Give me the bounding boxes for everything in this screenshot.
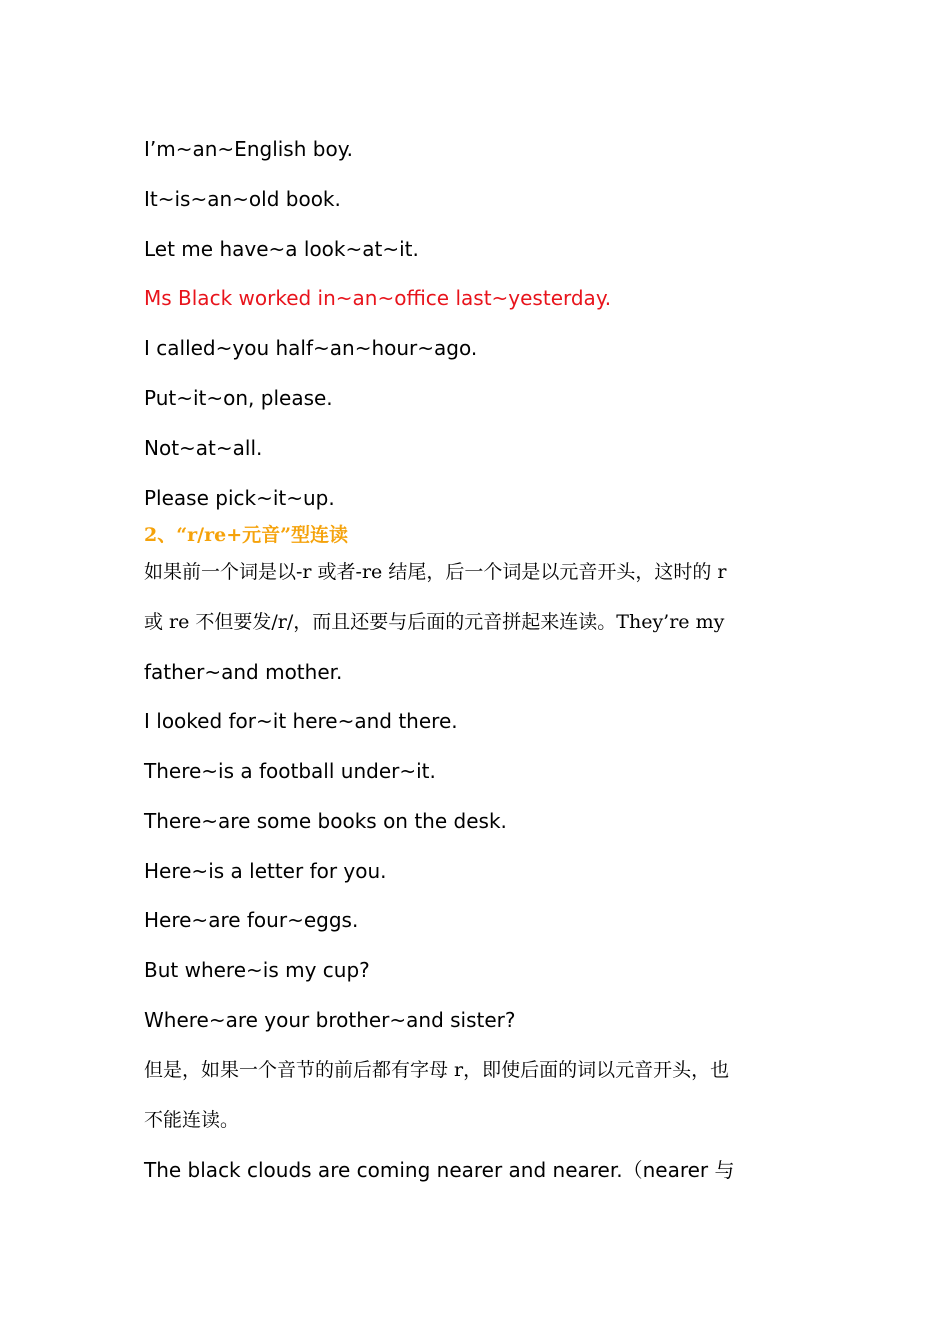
example-sentence: Here~are four~eggs. [144,908,359,932]
example-sentence: Not~at~all. [144,436,263,460]
example-sentence: I looked for~it here~and there. [144,709,458,733]
note-paragraph-line: 不能连读。 [144,1109,240,1131]
example-sentence: Here~is a letter for you. [144,859,387,883]
section-heading: 2、“r/re+元音”型连读 [144,524,349,546]
example-sentence: I called~you half~an~hour~ago. [144,336,478,360]
paragraph-line: 如果前一个词是以-r 或者-re 结尾，后一个词是以元音开头，这时的 r [144,561,727,583]
example-sentence: Where~are your brother~and sister? [144,1008,516,1032]
paragraph-line: father~and mother. [144,660,343,684]
example-sentence: The black clouds are coming nearer and nearer.（nearer 与 [144,1158,735,1182]
highlighted-example-sentence: Ms Black worked in~an~office last~yesterday. [144,286,612,310]
example-sentence: Please pick~it~up. [144,486,335,510]
note-paragraph-line: 但是，如果一个音节的前后都有字母 r，即使后面的词以元音开头，也 [144,1059,730,1081]
paragraph-line: 或 re 不但要发/r/，而且还要与后面的元音拼起来连读。They’re my [144,611,725,633]
example-sentence: I’m~an~English boy. [144,137,354,161]
example-sentence: There~are some books on the desk. [144,809,507,833]
example-sentence: It~is~an~old book. [144,187,341,211]
example-sentence: Let me have~a look~at~it. [144,237,419,261]
example-sentence: Put~it~on, please. [144,386,333,410]
example-sentence: But where~is my cup? [144,958,370,982]
example-sentence: There~is a football under~it. [144,759,436,783]
